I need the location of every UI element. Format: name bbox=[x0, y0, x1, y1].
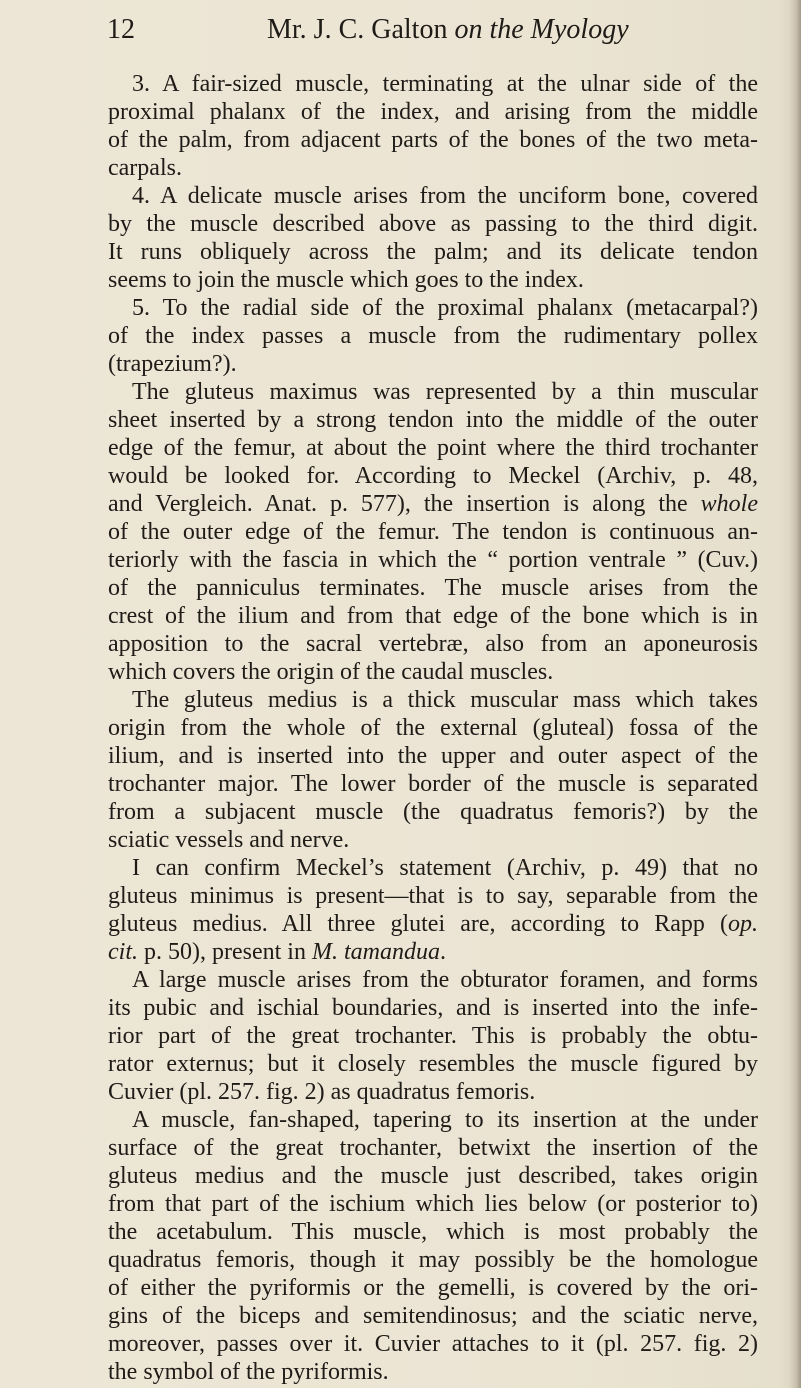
text-line: I can confirm Meckel’s statement (Archiv, p. 49) that no bbox=[132, 855, 758, 881]
text-line: Cuvier (pl. 257. fig. 2) as quadratus femoris. bbox=[108, 1079, 536, 1105]
text-line: and Vergleich. Anat. p. 577), the insertion is along the whole bbox=[108, 491, 758, 517]
text-line: by the muscle described above as passing to the third digit. bbox=[108, 211, 758, 237]
text-line: trochanter major. The lower border of the muscle is separated bbox=[108, 771, 758, 797]
text-line: It runs obliquely across the palm; and its delicate tendon bbox=[108, 239, 758, 265]
text-line: quadratus femoris, though it may possibly be the homologue bbox=[108, 1247, 758, 1273]
body-text bbox=[108, 70, 758, 1386]
text-line: edge of the femur, at about the point where the third trochanter bbox=[108, 435, 758, 461]
text-line: origin from the whole of the external (gluteal) fossa of the bbox=[108, 715, 758, 741]
text-line: of the panniculus terminates. The muscle arises from the bbox=[108, 575, 758, 601]
running-head-title: on the Myology bbox=[454, 14, 629, 45]
running-head bbox=[267, 14, 629, 46]
text-line: of the index passes a muscle from the rudimentary pollex bbox=[108, 323, 758, 349]
text-line: 4. A delicate muscle arises from the unciform bone, covered bbox=[132, 183, 758, 209]
text-line: of either the pyriformis or the gemelli, is covered by the ori- bbox=[108, 1275, 758, 1301]
text-line: The gluteus medius is a thick muscular mass which takes bbox=[132, 687, 758, 713]
text-line: crest of the ilium and from that edge of the bone which is in bbox=[108, 603, 758, 629]
text-line: rator externus; but it closely resembles the muscle figured by bbox=[108, 1051, 758, 1077]
running-head-author: Mr. J. C. Galton bbox=[267, 14, 448, 45]
text-line: the acetabulum. This muscle, which is most probably the bbox=[108, 1219, 758, 1245]
text-line: of the outer edge of the femur. The tendon is continuous an- bbox=[108, 519, 758, 545]
text-line: sheet inserted by a strong tendon into the middle of the outer bbox=[108, 407, 758, 433]
text-line: of the palm, from adjacent parts of the bones of the two meta- bbox=[108, 127, 758, 153]
page-header bbox=[107, 14, 727, 50]
text-line: apposition to the sacral vertebræ, also from an aponeurosis bbox=[108, 631, 758, 657]
text-line: the symbol of the pyriformis. bbox=[108, 1359, 389, 1385]
text-line: would be looked for. According to Meckel (Archiv, p. 48, bbox=[108, 463, 758, 489]
text-line: its pubic and ischial boundaries, and is inserted into the infe- bbox=[108, 995, 758, 1021]
text-line: from a subjacent muscle (the quadratus femoris?) by the bbox=[108, 799, 758, 825]
text-line: seems to join the muscle which goes to the index. bbox=[108, 267, 584, 293]
text-line: moreover, passes over it. Cuvier attaches to it (pl. 257. fig. 2) bbox=[108, 1331, 758, 1357]
text-line: surface of the great trochanter, betwixt the insertion of the bbox=[108, 1135, 758, 1161]
text-line: gluteus medius and the muscle just described, takes origin bbox=[108, 1163, 758, 1189]
text-line: gluteus minimus is present—that is to say, separable from the bbox=[108, 883, 758, 909]
text-line: from that part of the ischium which lies below (or posterior to) bbox=[108, 1191, 758, 1217]
text-line: A muscle, fan-shaped, tapering to its insertion at the under bbox=[132, 1107, 758, 1133]
text-line: teriorly with the fascia in which the “ portion ventrale ” (Cuv.) bbox=[108, 547, 758, 573]
text-line: ilium, and is inserted into the upper and outer aspect of the bbox=[108, 743, 758, 769]
page-edge-shadow bbox=[789, 0, 801, 1388]
text-line: gluteus medius. All three glutei are, according to Rapp (op. bbox=[108, 911, 758, 937]
text-line: which covers the origin of the caudal muscles. bbox=[108, 659, 554, 685]
text-line: cit. p. 50), present in M. tamandua. bbox=[108, 939, 446, 965]
text-line: The gluteus maximus was represented by a thin muscular bbox=[132, 379, 758, 405]
text-line: sciatic vessels and nerve. bbox=[108, 827, 350, 853]
text-line: proximal phalanx of the index, and arising from the middle bbox=[108, 99, 758, 125]
page-number: 12 bbox=[107, 14, 135, 45]
text-line: gins of the biceps and semitendinosus; and the sciatic nerve, bbox=[108, 1303, 758, 1329]
text-line: 3. A fair-sized muscle, terminating at the ulnar side of the bbox=[132, 71, 758, 97]
text-line: carpals. bbox=[108, 155, 182, 181]
text-line: rior part of the great trochanter. This is probably the obtu- bbox=[108, 1023, 758, 1049]
text-line: A large muscle arises from the obturator foramen, and forms bbox=[132, 967, 758, 993]
text-line: 5. To the radial side of the proximal phalanx (metacarpal?) bbox=[132, 295, 758, 321]
text-line: (trapezium?). bbox=[108, 351, 237, 377]
